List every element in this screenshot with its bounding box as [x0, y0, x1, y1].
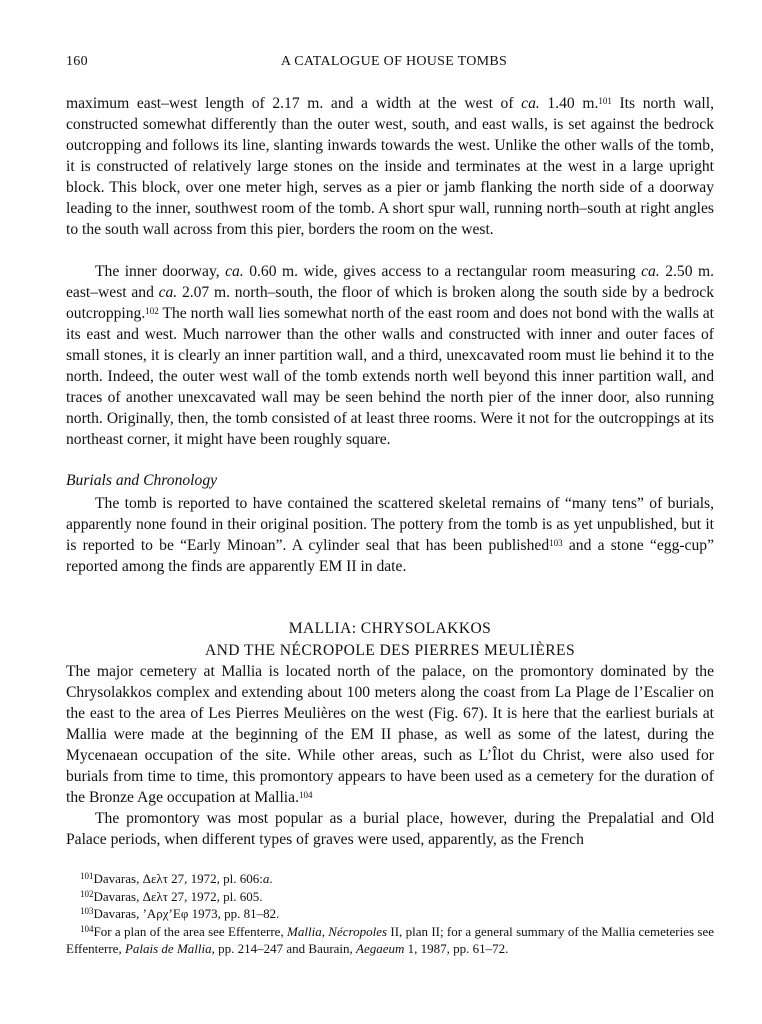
italic-text: ca.	[225, 263, 244, 280]
text-run: For a plan of the area see Effenterre,	[93, 923, 288, 939]
text-run: , pp. 214–247 and Baurain,	[211, 941, 357, 956]
text-run: Davaras, ’Αρχ’Εφ 1973, pp. 81–82.	[93, 906, 280, 921]
paragraph	[66, 261, 714, 450]
text-run: 0.60 m. wide, gives access to a rectangular room measuring	[243, 263, 642, 280]
running-head	[66, 54, 722, 74]
italic-text: a	[262, 871, 270, 886]
text-run: 1.40 m.	[539, 95, 599, 112]
italic-text: ca.	[641, 263, 660, 280]
page-number: 160	[66, 54, 88, 69]
italic-text: ca.	[521, 95, 540, 112]
text-run: The major cemetery at Mallia is located north of the palace, on the promontory dominated by the Chrysolakkos complex and extending about 100 meters along the coast from La Plage de l’Escalier on the east to the area of Les Pierres Meulières on the west (Fig. 67). It is here that the earliest burials at Mallia were made at the beginning of the EM II phase, as well as some of the latest, during the Mycenaean occupation of the site. While other areas, such as L’Îlot du Christ, were also used for burials from time to time, this promontory appears to have been used as a cemetery for the duration of the Bronze Age occupation at Mallia.	[66, 663, 714, 806]
footnotes	[66, 870, 714, 958]
text-run: Davaras, Δελτ 27, 1972, pl. 606:	[93, 871, 263, 886]
body-text-block	[66, 808, 714, 850]
body-text-block	[66, 261, 714, 450]
text-run: The north wall lies somewhat north of the east room and does not bond with the walls at its east and west. Much narrower than the other walls and constructed with inner and outer faces of small stones, it is clearly an inner partition wall, and a third, unexcavated room must lie behind it to the north. Indeed, the outer west wall of the tomb extends north well beyond this inner partition wall, and traces of another unexcavated wall may be seen behind the north pier of the inner door, also running north. Originally, then, the tomb consisted of at least three rooms. Were it not for the outcroppings at its northeast corner, it might have been roughly square.	[66, 305, 714, 448]
footnote-ref: 104	[80, 923, 94, 934]
section-heading	[66, 618, 714, 662]
body-text-block	[66, 661, 714, 808]
text-run: 1, 1987, pp. 61–72.	[404, 941, 509, 956]
body-text-block	[66, 493, 714, 577]
italic-text: Aegaeum	[356, 941, 405, 956]
footnote	[66, 923, 714, 958]
text-run: II, plan II; for a general summary of the Mallia cemeteries see Effenterre,	[66, 923, 714, 956]
footnote-ref: 102	[145, 306, 159, 316]
paragraph	[66, 808, 714, 850]
text-run: maximum east–west length of 2.17 m. and a width at the west of	[66, 95, 522, 112]
footnote	[66, 870, 714, 888]
footnote-ref: 101	[598, 96, 612, 106]
text-run: and a stone “egg-cup” reported among the finds are apparently EM II in date.	[66, 537, 714, 575]
section-heading-line: AND THE NÉCROPOLE DES PIERRES MEULIÈRES	[204, 642, 576, 659]
paragraph	[66, 493, 714, 577]
text-run: 2.07 m. north–south, the floor of which is broken along the south side by a bedrock outcropping.	[66, 284, 715, 322]
footnote-ref: 103	[549, 538, 563, 548]
footnote-ref: 102	[80, 888, 94, 899]
text-run: The inner doorway,	[95, 263, 226, 280]
italic-text: Mallia, Nécropoles	[287, 923, 388, 939]
text-run: .	[269, 871, 273, 886]
text-run: Its north wall, constructed somewhat differently than the outer west, south, and east walls, is set against the bedrock outcropping and follows its line, slanting inwards towards the west. Unlike the other walls of the tomb, it is constructed of relatively large stones on the inside and terminates at the west in a large upright block. This block, over one meter high, serves as a pier or jamb flanking the north side of a doorway leading to the inner, southwest room of the tomb. A short spur wall, running north–south at right angles to the south wall across from this pier, borders the room on the west.	[66, 95, 715, 238]
paragraph	[66, 661, 714, 808]
running-title: A CATALOGUE OF HOUSE TOMBS	[280, 54, 508, 69]
italic-text: Palais de Mallia	[124, 941, 212, 956]
footnote	[66, 905, 714, 923]
text-run: Davaras, Δελτ 27, 1972, pl. 605.	[93, 888, 263, 904]
body-text-block	[66, 93, 714, 240]
footnote	[66, 888, 714, 906]
text-run: The tomb is reported to have contained the scattered skeletal remains of “many tens” of burials, apparently none found in their original position. The pottery from the tomb is as yet unpublished, but it is reported to be “Early Minoan”. A cylinder seal that has been published	[66, 495, 714, 554]
italic-text: ca.	[158, 284, 178, 301]
section-heading-line: MALLIA: CHRYSOLAKKOS	[288, 620, 492, 637]
footnote-ref: 101	[80, 871, 94, 881]
footnote-ref: 103	[80, 906, 94, 916]
text-run: 2.50 m. east–west and	[66, 263, 714, 301]
text-run: The promontory was most popular as a burial place, however, during the Prepalatial and Old Palace periods, when different types of graves were used, apparently, as the French	[66, 810, 714, 848]
paragraph	[66, 93, 714, 240]
footnote-ref: 104	[298, 790, 313, 800]
subheading: Burials and Chronology	[66, 472, 218, 489]
